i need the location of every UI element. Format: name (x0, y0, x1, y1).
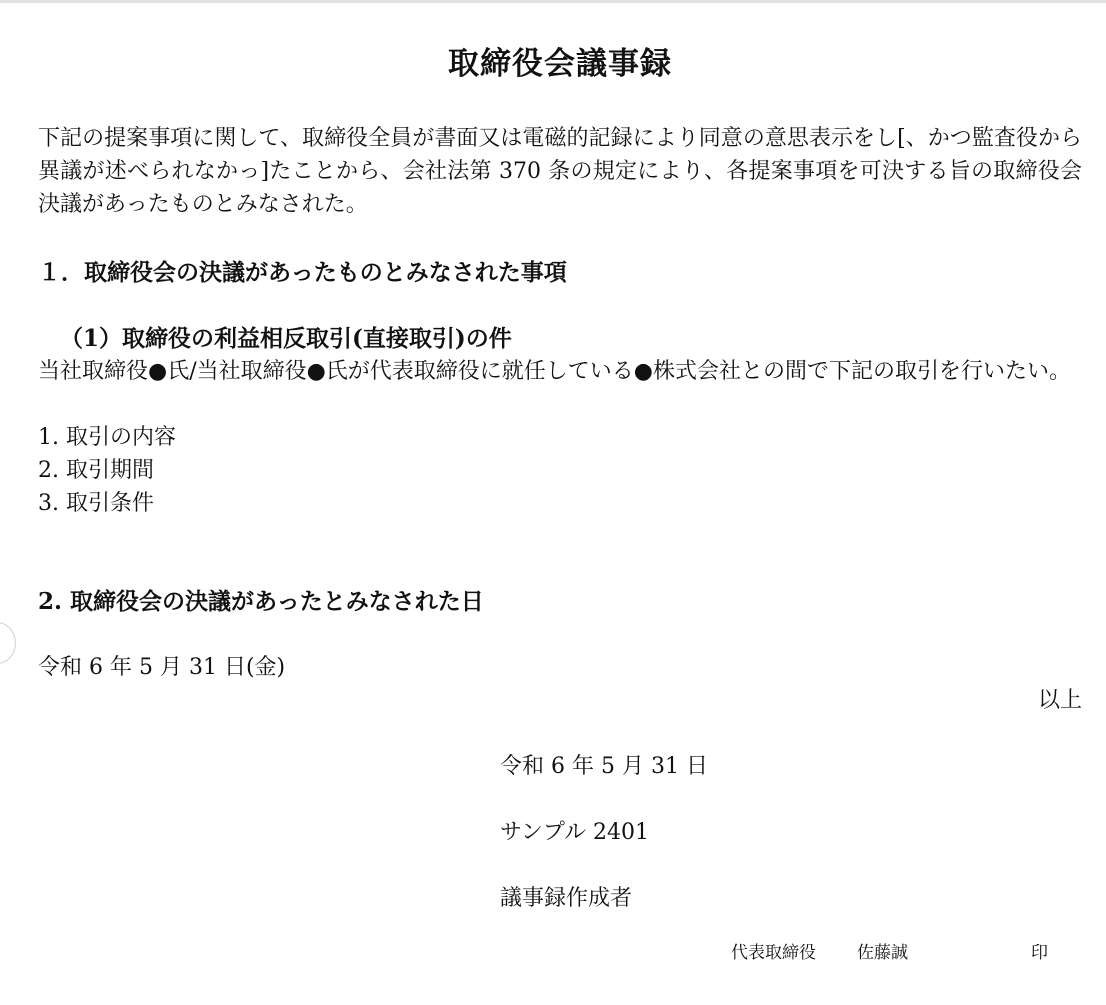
seal-mark: 印 (1031, 943, 1048, 963)
section-1-heading: １．取締役会の決議があったものとみなされた事項 (38, 259, 567, 286)
document-title: 取締役会議事録 (448, 46, 672, 82)
list-item: 2. 取引期間 (38, 458, 154, 483)
section-2-heading: 2. 取締役会の決議があったとみなされた日 (38, 588, 484, 615)
closing-mark: 以上 (1037, 688, 1082, 713)
resolution-date: 令和 6 年 5 月 31 日(金) (38, 655, 286, 680)
list-item: 3. 取引条件 (38, 491, 154, 516)
item-1-body: 当社取締役●氏/当社取締役●氏が代表取締役に就任している●株式会社との間で下記の取引を行いたい。 (38, 359, 1072, 384)
footer-author-label: 議事録作成者 (500, 886, 633, 911)
footer-date: 令和 6 年 5 月 31 日 (500, 754, 708, 779)
list-item: 1. 取引の内容 (38, 425, 176, 450)
signer-name: 佐藤誠 (857, 943, 908, 963)
document-page (38, 0, 1082, 1005)
signer-title: 代表取締役 (731, 943, 816, 963)
intro-paragraph: 下記の提案事項に関して、取締役全員が書面又は電磁的記録により同意の意思表示をし[、かつ監査役から異議が述べられなかっ]たことから、会社法第 370 条の規定により、各提案事項を可決する旨の取締役会決議があったものとみなされた。 (38, 126, 1082, 217)
footer-company: サンプル 2401 (500, 820, 650, 845)
item-1-heading: （1）取締役の利益相反取引(直接取引)の件 (60, 325, 512, 352)
side-scroll-handle[interactable] (0, 622, 16, 664)
